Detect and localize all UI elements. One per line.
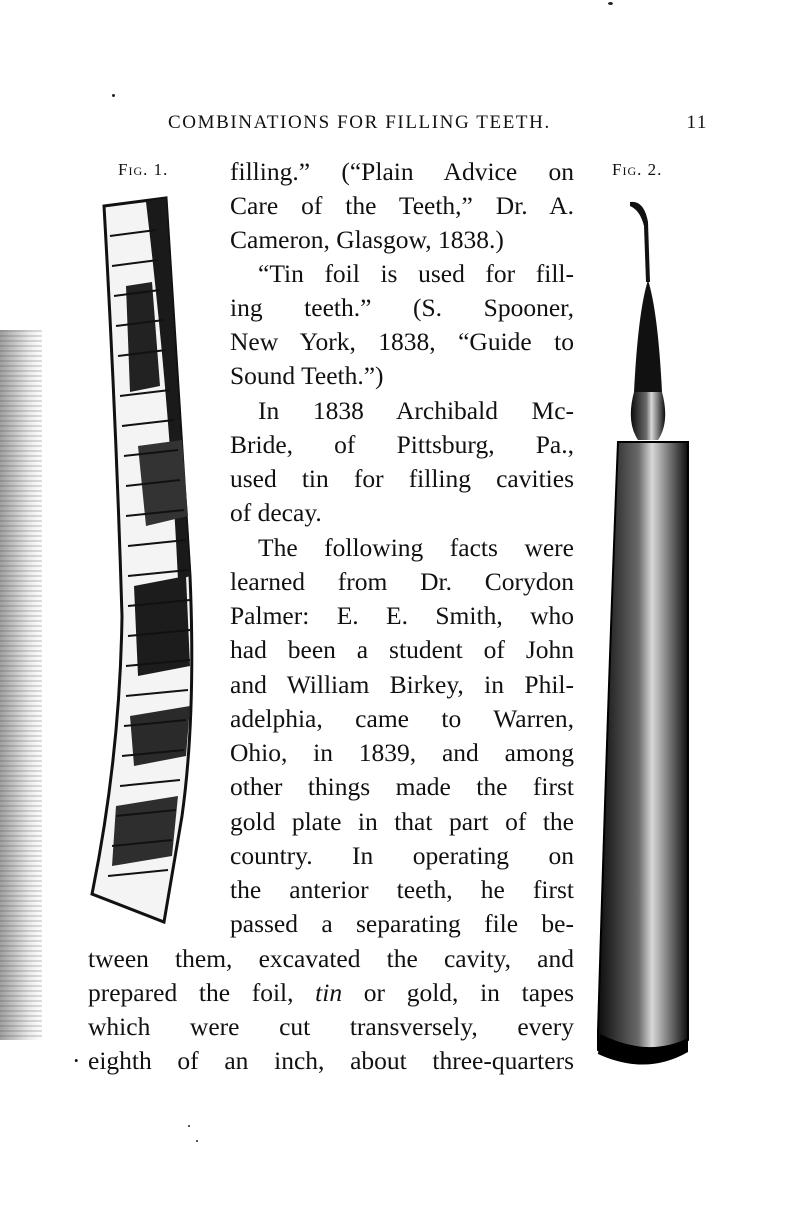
text-line: other things made the first	[230, 772, 574, 801]
figure-2-label: Fig. 2.	[612, 160, 663, 179]
text-line: used tin for filling cavities	[230, 464, 574, 493]
scan-speck	[608, 2, 613, 5]
text-line: the anterior teeth, he first	[230, 875, 574, 904]
scan-speck	[188, 1125, 190, 1127]
text-line: filling.” (“Plain Advice on	[230, 157, 574, 186]
text-line: “Tin foil is used for fill-	[258, 259, 574, 288]
running-header	[168, 112, 708, 138]
text-line: The following facts were	[258, 533, 574, 562]
text-line: which were cut transversely, every	[88, 1012, 574, 1041]
text-line: Ohio, in 1839, and among	[230, 738, 574, 767]
text-line: had been a student of John	[230, 635, 574, 664]
text-line	[72, 1044, 574, 1078]
filling-instrument-illustration	[588, 192, 708, 1072]
text-line: tween them, excavated the cavity, and	[88, 944, 574, 973]
text-segment: or gold, in tapes	[363, 978, 574, 1007]
page-number: 11	[686, 112, 708, 133]
text-line	[88, 976, 574, 1010]
scan-speck	[112, 94, 115, 97]
text-line: gold plate in that part of the	[230, 807, 574, 836]
text-line: New York, 1838, “Guide to	[230, 327, 574, 356]
text-line: and William Birkey, in Phil-	[230, 670, 574, 699]
page-edge-shading	[0, 330, 42, 1040]
figure-1-label: Fig. 1.	[118, 160, 169, 179]
scan-speck	[196, 1140, 198, 1142]
text-line: Palmer: E. E. Smith, who	[230, 601, 574, 630]
margin-dot: ·	[72, 1046, 81, 1075]
text-line: Sound Teeth.”)	[230, 361, 384, 390]
text-line: adelphia, came to Warren,	[230, 704, 574, 733]
text-line: Bride, of Pittsburg, Pa.,	[230, 430, 574, 459]
italic-word: tin	[315, 978, 343, 1007]
text-line: ing teeth.” (S. Spooner,	[230, 293, 574, 322]
text-line: Cameron, Glasgow, 1838.)	[230, 225, 504, 254]
text-line: passed a separating file be-	[230, 909, 574, 938]
text-segment: prepared the foil,	[88, 978, 294, 1007]
text-line: In 1838 Archibald Mc-	[258, 396, 574, 425]
foil-tape-illustration	[86, 196, 216, 926]
text-line: learned from Dr. Corydon	[230, 567, 574, 596]
text-segment: eighth of an inch, about three-quarters	[88, 1046, 574, 1075]
running-title: COMBINATIONS FOR FILLING TEETH.	[168, 112, 551, 133]
text-line: of decay.	[230, 498, 322, 527]
text-line: country. In operating on	[230, 841, 574, 870]
text-line: Care of the Teeth,” Dr. A.	[230, 191, 574, 220]
